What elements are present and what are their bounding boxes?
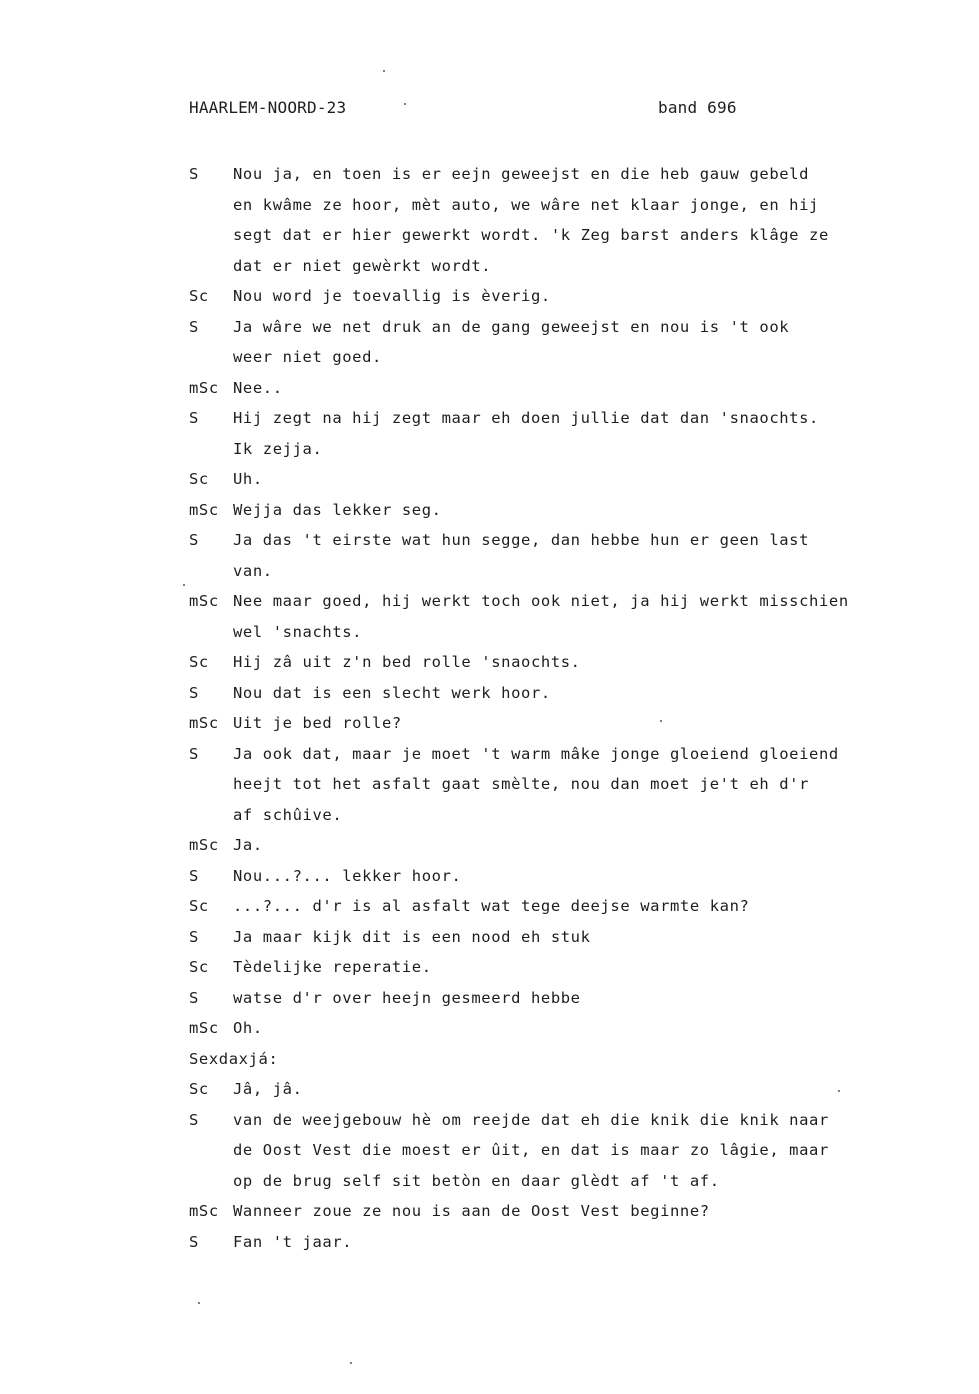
utterance-line: Nee.. [233,378,283,397]
utterance [189,281,919,312]
speaker-label: S [189,927,199,946]
speaker-label: Sc [189,470,209,488]
utterance-line: Hij zâ uit z'n bed rolle 'snaochts. [233,653,581,671]
utterance-text [233,1196,919,1227]
speaker-label: S [189,409,199,427]
utterance-text [233,983,919,1014]
utterance-text [233,1105,919,1197]
speaker-label: S [189,317,199,336]
utterance-text [233,922,919,953]
utterance-line: de Oost Vest die moest er ûit, en dat is maar zo lâgie, maar [233,1141,829,1159]
utterance [189,830,919,861]
speaker-label: S [189,988,199,1007]
utterance-text [233,312,919,373]
utterance-text [233,586,919,647]
speaker-label: S [189,866,199,885]
utterance-line: heejt tot het asfalt gaat smèlte, nou dan moet je't eh d'r [233,775,810,793]
utterance [189,861,919,892]
paper-speck [350,1362,352,1364]
speaker-label: mSc [189,592,219,610]
utterance-line: Ik zejja. [233,439,323,458]
utterance-line: Uh. [233,470,263,488]
utterance [189,159,919,281]
utterance [189,952,919,983]
utterance-line: en kwâme ze hoor, mèt auto, we wâre net klaar jonge, en hij [233,195,819,214]
speaker-label: S [189,1110,199,1129]
utterance-text [233,708,919,739]
utterance [189,495,919,526]
utterance-line: op de brug self sit betòn en daar glèdt af 't af. [233,1171,720,1190]
utterance [189,1227,919,1258]
utterance [189,525,919,586]
utterance-text [233,159,919,281]
utterance-line: Tèdelijke reperatie. [233,958,432,976]
speaker-label: Sc [189,958,209,976]
utterance-text [233,1227,919,1258]
utterance-line: Ja wâre we net druk an de gang geweejst en nou is 't ook [233,317,790,336]
transcript-body [189,159,919,1257]
speaker-label: S [189,683,199,702]
utterance-line: segt dat er hier gewerkt wordt. 'k Zeg barst anders klâge ze [233,226,829,244]
speaker-label: mSc [189,1019,219,1037]
utterance-line: af schûive. [233,805,343,824]
utterance-line: Nou dat is een slecht werk hoor. [233,683,551,702]
utterance-line: watse d'r over heejn gesmeerd hebbe [233,988,581,1007]
utterance [189,1074,919,1105]
speaker-label: mSc [189,714,219,732]
speaker-label: S [189,1232,199,1251]
utterance-line: van de weejgebouw hè om reejde dat eh die knik die knik naar [233,1110,829,1129]
utterance-line: Fan 't jaar. [233,1232,353,1251]
utterance [189,708,919,739]
utterance [189,983,919,1014]
utterance-line: wel 'snachts. [233,622,363,641]
utterance [189,403,919,464]
utterance [189,373,919,404]
utterance-text [233,373,919,404]
utterance-text [233,952,919,983]
utterance-text [233,678,919,709]
speaker-label: mSc [189,1202,219,1220]
utterance-line: Ja. [233,836,263,854]
speaker-label: Sc [189,653,209,671]
utterance [189,1105,919,1197]
utterance-line: Nou word je toevallig is èverig. [233,287,551,305]
utterance [189,922,919,953]
speaker-label: Sc [189,1080,209,1098]
utterance-line: Nou...?... lekker hoor. [233,866,462,885]
utterance-text [233,1013,919,1044]
utterance-text [233,861,919,892]
utterance-line: weer niet goed. [233,348,382,366]
utterance-text [233,1074,919,1105]
utterance [189,647,919,678]
utterance-line: dat er niet gewèrkt wordt. [233,256,492,275]
tape-number: band 696 [658,98,737,117]
speaker-label: S [189,531,199,549]
utterance [189,464,919,495]
utterance-text [233,464,919,495]
utterance-text [233,525,919,586]
speaker-label: S [189,165,199,183]
utterance-line: Wejja das lekker seg. [233,500,442,519]
paper-speck [198,1302,200,1304]
utterance-line: Ja das 't eirste wat hun segge, dan hebbe hun er geen last [233,531,810,549]
paper-speck [183,584,185,586]
speaker-label: Sc [189,287,209,305]
utterance-line: Jâ, jâ. [233,1080,303,1098]
speaker-label: mSc [189,836,219,854]
utterance [189,586,919,647]
utterance-text [233,891,919,922]
utterance-text [233,281,919,312]
utterance-line: Oh. [233,1019,263,1037]
utterance-line: van. [233,561,273,580]
utterance-line: Uit je bed rolle? [233,714,402,732]
utterance-line: Nou ja, en toen is er eejn geweejst en die heb gauw gebeld [233,165,810,183]
speaker-label: Sexdaxjá: [189,1049,279,1068]
paper-speck [660,720,662,722]
utterance [189,1013,919,1044]
paper-speck [838,1090,840,1092]
utterance-text [233,739,919,831]
utterance [189,1044,919,1075]
utterance-line: ...?... d'r is al asfalt wat tege deejse warmte kan? [233,897,750,915]
utterance-line: Hij zegt na hij zegt maar eh doen jullie dat dan 'snaochts. [233,409,819,427]
utterance-line: Wanneer zoue ze nou is aan de Oost Vest beginne? [233,1202,710,1220]
utterance-line [233,1044,919,1075]
speaker-label: mSc [189,378,219,397]
utterance [189,891,919,922]
utterance-line: Ja maar kijk dit is een nood eh stuk [233,927,591,946]
speaker-label: mSc [189,500,219,519]
utterance-text [233,830,919,861]
document-reference: HAARLEM-NOORD-23 [189,98,347,117]
utterance-text [233,403,919,464]
speaker-label: S [189,744,199,763]
utterance [189,1196,919,1227]
paper-speck [383,70,385,72]
utterance-line: Ja ook dat, maar je moet 't warm mâke jonge gloeiend gloeiend [233,744,839,763]
utterance-text [233,647,919,678]
utterance-text [233,495,919,526]
speaker-label: Sc [189,897,209,915]
utterance [189,739,919,831]
utterance-text [233,1044,919,1075]
utterance [189,312,919,373]
paper-speck [404,103,406,105]
utterance [189,678,919,709]
utterance-line: Nee maar goed, hij werkt toch ook niet, ja hij werkt misschien [233,592,849,610]
